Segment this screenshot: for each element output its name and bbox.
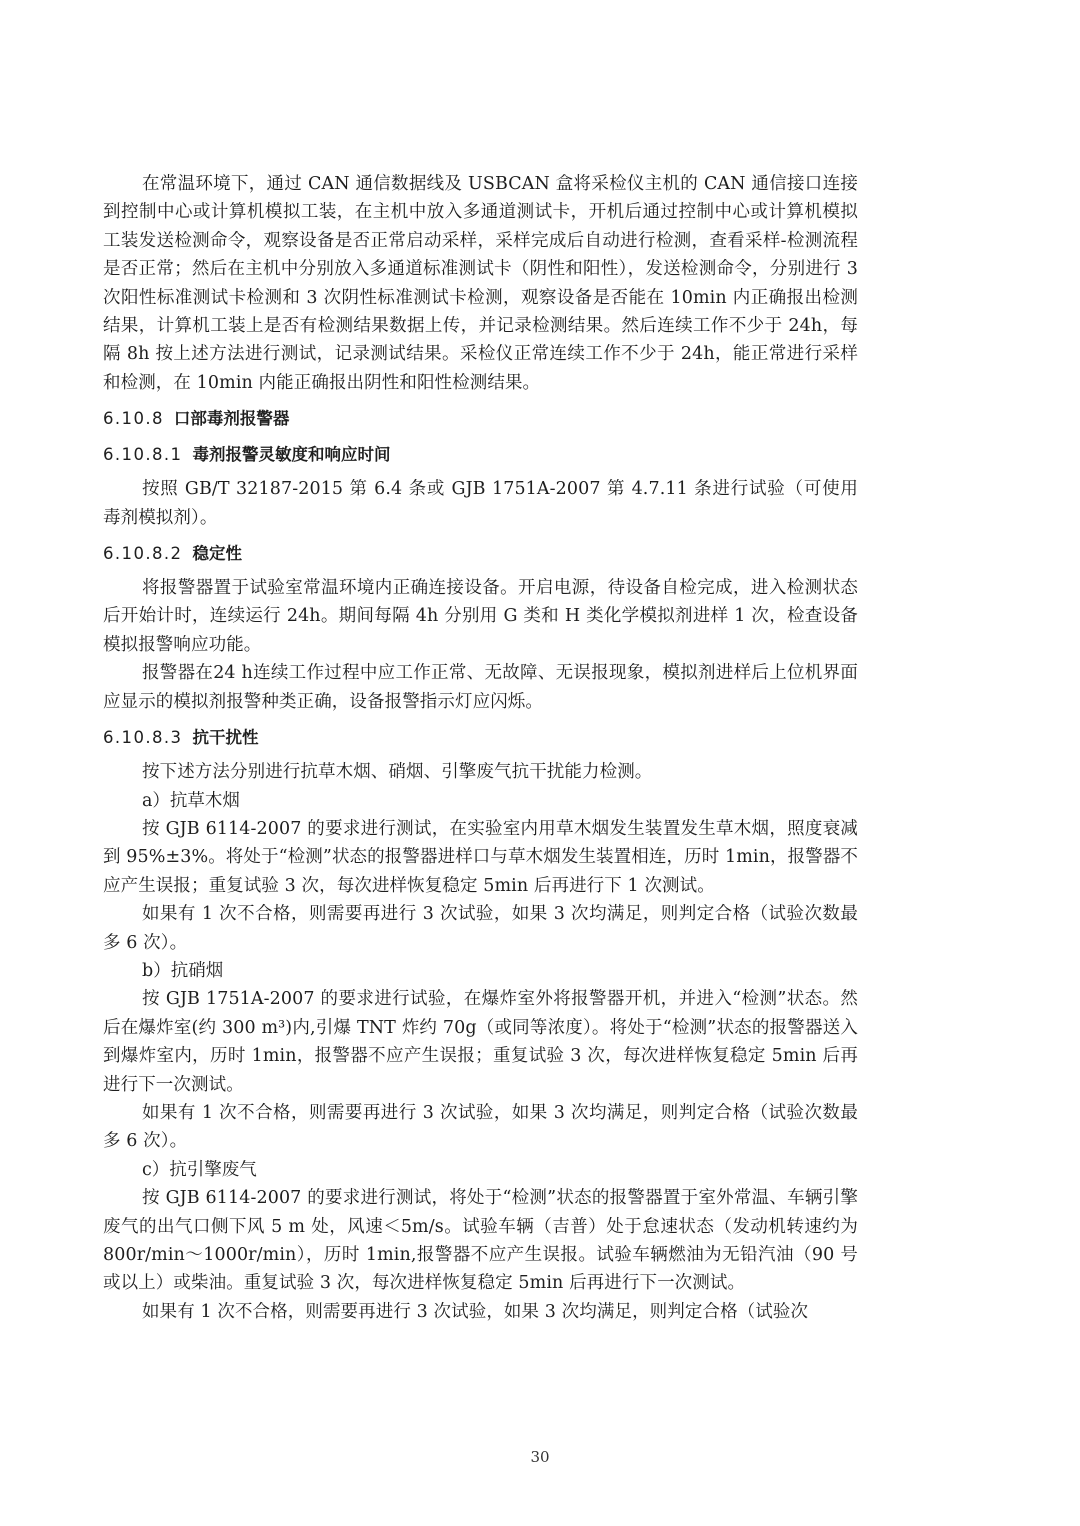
paragraph-interference-intro: 按下述方法分别进行抗草木烟、硝烟、引擎废气抗干扰能力检测。 [142, 762, 653, 783]
page-body [103, 170, 858, 1326]
paragraph-gunsmoke-retest: 如果有 1 次不合格，则需要再进行 3 次试验，如果 3 次均满足，则判定合格（试验次数最多 6 次）。 [103, 1102, 858, 1152]
paragraph-sensitivity: 按照 GB/T 32187-2015 第 6.4 条或 GJB 1751A-2007 第 4.7.11 条进行试验（可使用毒剂模拟剂）。 [103, 479, 858, 528]
paragraph-stability-procedure: 将报警器置于试验室常温环境内正确连接设备。开启电源，待设备自检完成，进入检测状态后开始计时，连续运行 24h。期间每隔 4h 分别用 G 类和 H 类化学模拟剂进样 1 次，检查设备模拟报警响应功能。 [103, 578, 858, 655]
paragraph-gunsmoke-procedure: 按 GJB 1751A-2007 的要求进行试验，在爆炸室外将报警器开机，并进入“检测”状态。然后在爆炸室(约 300 m³)内,引爆 TNT 炸约 70g（或同等浓度）。将处于“检测”状态的报警器送入到爆炸室内，历时 1min，报警器不应产生误报；重复试验 3 次，每次进样恢复稳定 5min 后再进行下一次测试。 [103, 989, 858, 1095]
section-number: 6.10.8.2 [103, 544, 183, 564]
section-heading-6-10-8-3 [103, 724, 858, 752]
paragraph-stability-criteria: 报警器在24 h连续工作过程中应工作正常、无故障、无误报现象，模拟剂进样后上位机界面应显示的模拟剂报警种类正确，设备报警指示灯应闪烁。 [103, 663, 858, 712]
page-number: 30 [530, 1448, 550, 1466]
paragraph-grass-smoke-retest: 如果有 1 次不合格，则需要再进行 3 次试验，如果 3 次均满足，则判定合格（试验次数最多 6 次）。 [103, 904, 858, 953]
section-number: 6.10.8.1 [103, 445, 183, 465]
section-title: 稳定性 [192, 544, 242, 564]
section-heading-6-10-8-2 [103, 540, 858, 568]
paragraph-engine-exhaust-procedure: 按 GJB 6114-2007 的要求进行测试，将处于“检测”状态的报警器置于室外常温、车辆引擎废气的出气口侧下风 5 m 处，风速＜5m/s。试验车辆（吉普）处于怠速状态（发动机转速约为 800r/min～1000r/min），历时 1min,报警器不应产生误报。试验车辆燃油为无铅汽油（90 号或以上）或柴油。重复试验 3 次，每次进样恢复稳定 5min 后再进行下一次测试。 [103, 1188, 858, 1294]
section-heading-6-10-8 [103, 405, 858, 433]
list-item-engine-exhaust: c）抗引擎废气 [142, 1159, 257, 1180]
section-number: 6.10.8 [103, 409, 164, 429]
section-heading-6-10-8-1 [103, 441, 858, 469]
paragraph-engine-exhaust-retest: 如果有 1 次不合格，则需要再进行 3 次试验，如果 3 次均满足，则判定合格（试验次 [142, 1301, 809, 1322]
section-number: 6.10.8.3 [103, 728, 183, 748]
paragraph-can-communication-test: 在常温环境下，通过 CAN 通信数据线及 USBCAN 盒将采检仪主机的 CAN 通信接口连接到控制中心或计算机模拟工装，在主机中放入多通道测试卡，开机后通过控制中心或计算机模拟工装发送检测命令，观察设备是否正常启动采样，采样完成后自动进行检测，查看采样-检测流程是否正常；然后在主机中分别放入多通道标准测试卡（阴性和阳性），发送检测命令，分别进行 3 次阳性标准测试卡检测和 3 次阴性标准测试卡检测，观察设备是否能在 10min 内正确报出检测结果，计算机工装上是否有检测结果数据上传，并记录检测结果。然后连续工作不少于 24h，每隔 8h 按上述方法进行测试，记录测试结果。采检仪正常连续工作不少于 24h，能正常进行采样和检测，在 10min 内能正确报出阴性和阳性检测结果。 [103, 174, 858, 393]
list-item-gunsmoke: b）抗硝烟 [142, 960, 224, 981]
paragraph-grass-smoke-procedure: 按 GJB 6114-2007 的要求进行测试，在实验室内用草木烟发生装置发生草木烟，照度衰减到 95%±3%。将处于“检测”状态的报警器进样口与草木烟发生装置相连，历时 1min，报警器不应产生误报；重复试验 3 次，每次进样恢复稳定 5min 后再进行下 1 次测试。 [103, 818, 858, 896]
section-title: 抗干扰性 [192, 728, 259, 748]
section-title: 毒剂报警灵敏度和响应时间 [192, 445, 391, 465]
section-title: 口部毒剂报警器 [173, 409, 290, 429]
list-item-grass-smoke: a）抗草木烟 [142, 790, 240, 811]
